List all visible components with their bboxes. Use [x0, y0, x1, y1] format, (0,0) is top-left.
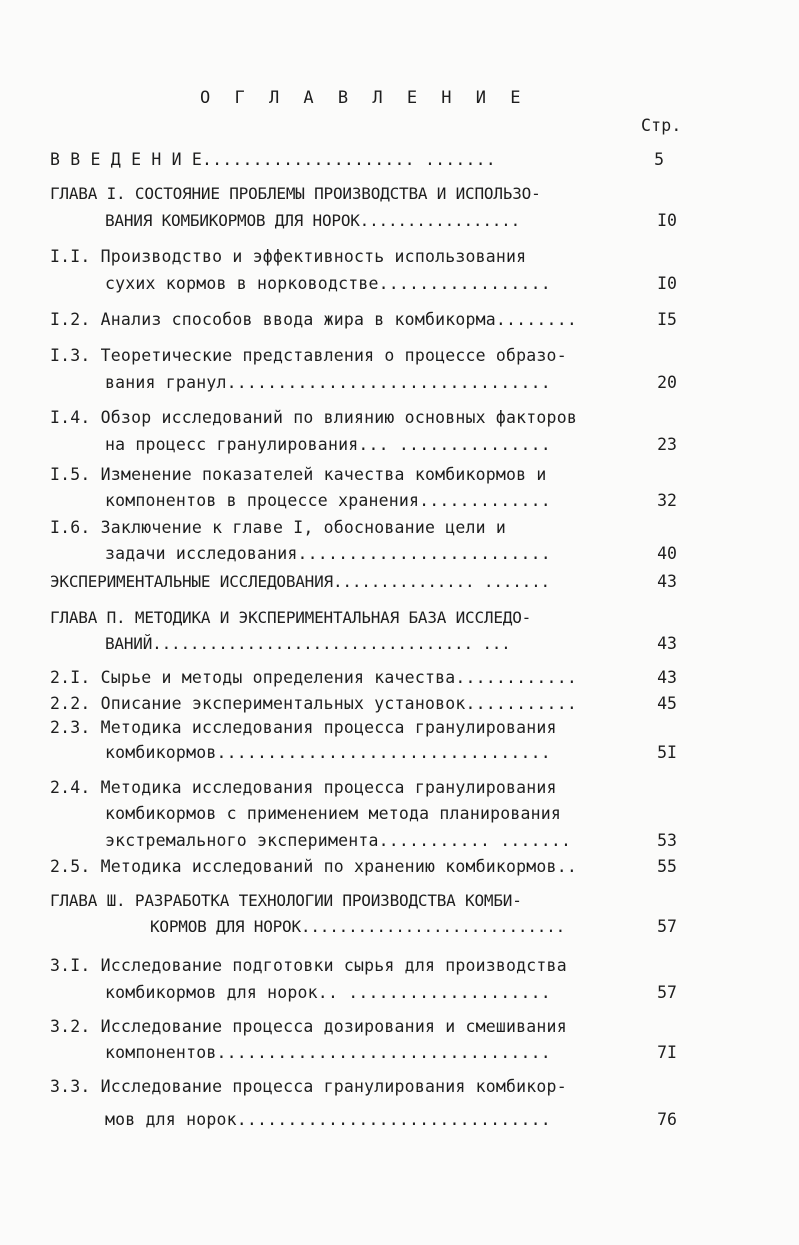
toc-page-1-4: 23	[657, 435, 677, 454]
toc-line-1-3-cont: вания гранул................................	[105, 373, 551, 392]
toc-line-experimental: ЭКСПЕРИМЕНТАЛЬНЫЕ ИССЛЕДОВАНИЯ............... .......	[50, 572, 550, 591]
toc-line-chapter1: ГЛАВА I. СОСТОЯНИЕ ПРОБЛЕМЫ ПРОИЗВОДСТВА И ИСПОЛЬЗО-	[50, 184, 541, 203]
toc-line-3-2: 3.2. Исследование процесса дозирования и смешивания	[50, 1017, 567, 1036]
toc-page-2-1: 43	[657, 668, 677, 687]
toc-page-1-6: 40	[657, 544, 677, 563]
toc-page-intro: 5	[654, 150, 664, 169]
toc-line-1-4-cont: на процесс гранулирования... ...............	[105, 435, 551, 454]
toc-page-1-1: I0	[657, 274, 677, 293]
toc-line-2-3: 2.3. Методика исследования процесса гранулирования	[50, 718, 557, 737]
toc-page-2-3: 5I	[657, 743, 677, 762]
toc-line-3-3: 3.3. Исследование процесса гранулирования комбикор-	[50, 1077, 567, 1096]
toc-page-1-5: 32	[657, 491, 677, 510]
toc-page-chapter1: I0	[657, 211, 677, 230]
toc-line-1-3: I.3. Теоретические представления о процессе образо-	[50, 346, 567, 365]
toc-line-chapter2: ГЛАВА П. МЕТОДИКА И ЭКСПЕРИМЕНТАЛЬНАЯ БАЗА ИССЛЕДО-	[50, 608, 532, 627]
toc-line-2-1: 2.I. Сырье и методы определения качества............	[50, 668, 577, 687]
toc-page-2-2: 45	[657, 694, 677, 713]
toc-line-2-2: 2.2. Описание экспериментальных установок...........	[50, 694, 577, 713]
toc-line-1-6: I.6. Заключение к главе I, обоснование цели и	[50, 518, 507, 537]
toc-page-2-4: 53	[657, 831, 677, 850]
toc-line-2-5: 2.5. Методика исследований по хранению комбикормов..	[50, 857, 577, 876]
toc-page-chapter2: 43	[657, 634, 677, 653]
toc-line-2-4-cont2: экстремального эксперимента........... .......	[105, 831, 572, 850]
toc-page-3-1: 57	[657, 983, 677, 1002]
toc-line-1-4: I.4. Обзор исследований по влиянию основных факторов	[50, 408, 577, 427]
toc-line-chapter2-cont: ВАНИЙ.................................. ...	[105, 634, 511, 653]
toc-line-1-1-cont: сухих кормов в норководстве.................	[105, 274, 551, 293]
toc-line-3-1-cont: комбикормов для норок.. ....................	[105, 983, 551, 1002]
toc-line-1-2: I.2. Анализ способов ввода жира в комбикорма........	[50, 310, 577, 329]
toc-page-3-3: 76	[657, 1110, 677, 1129]
toc-line-1-5-cont: компонентов в процессе хранения.............	[105, 491, 551, 510]
toc-line-1-1: I.I. Производство и эффективность использования	[50, 247, 527, 266]
page-column-header: Стр.	[641, 116, 682, 135]
toc-line-2-4: 2.4. Методика исследования процесса гранулирования	[50, 778, 557, 797]
toc-line-1-6-cont: задачи исследования.........................	[105, 544, 551, 563]
toc-line-2-3-cont: комбикормов.................................	[105, 743, 551, 762]
toc-page-2-5: 55	[657, 857, 677, 876]
toc-page-1-3: 20	[657, 373, 677, 392]
toc-line-chapter3-cont: КОРМОВ ДЛЯ НОРОК............................	[150, 917, 566, 936]
toc-page-experimental: 43	[657, 572, 677, 591]
toc-line-2-4-cont: комбикормов с применением метода планирования	[105, 804, 562, 823]
toc-line-intro: В В Е Д Е Н И Е..................... .......	[50, 150, 496, 169]
toc-page-chapter3: 57	[657, 917, 677, 936]
toc-line-1-5: I.5. Изменение показателей качества комбикормов и	[50, 465, 547, 484]
toc-line-chapter1-cont: ВАНИЯ КОМБИКОРМОВ ДЛЯ НОРОК.................	[105, 211, 521, 230]
page-title: О Г Л А В Л Е Н И Е	[200, 88, 528, 108]
toc-line-3-3-cont: мов для норок...............................	[105, 1110, 551, 1129]
toc-page-1-2: I5	[657, 310, 677, 329]
toc-line-3-2-cont: компонентов.................................	[105, 1043, 551, 1062]
toc-page-3-2: 7I	[657, 1043, 677, 1062]
toc-line-chapter3: ГЛАВА Ш. РАЗРАБОТКА ТЕХНОЛОГИИ ПРОИЗВОДСТВА КОМБИ-	[50, 891, 522, 910]
toc-line-3-1: 3.I. Исследование подготовки сырья для производства	[50, 956, 567, 975]
